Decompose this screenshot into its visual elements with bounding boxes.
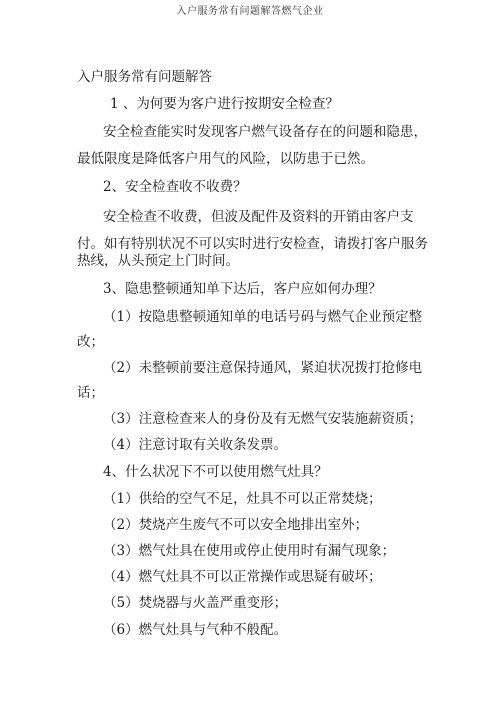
q4-item-3: （3）燃气灶具在使用或停止使用时有漏气现象； xyxy=(103,543,396,559)
answer-1-line-2: 最低限度是降低客户用气的风险，以防患于已然。 xyxy=(77,151,374,167)
answer-2-line-3: 热线，从头预定上门时间。 xyxy=(77,253,239,269)
q3-item-2-line-1: （2）未整顿前要注意保持通风，紧迫状况拨打抢修电 xyxy=(103,360,423,376)
document-title: 入户服务常有问题解答 xyxy=(77,69,212,85)
question-3: 3、隐患整顿通知单下达后，客户应如何办理？ xyxy=(103,281,382,297)
question-1: 1 、为何要为客户进行按期安全检查？ xyxy=(110,96,339,112)
q3-item-1-line-1: （1）按隐患整顿通知单的电话号码与燃气企业预定整 xyxy=(103,309,423,325)
q4-item-5: （5）焚烧器与火盖严重变形； xyxy=(103,595,288,611)
q3-item-1-line-2: 改； xyxy=(77,334,104,350)
q4-item-4: （4）燃气灶具不可以正常操作或思疑有破坏； xyxy=(103,569,382,585)
q4-item-6: （6）燃气灶具与气种不般配。 xyxy=(103,622,288,638)
q4-item-1: （1）供给的空气不足，灶具不可以正常焚烧； xyxy=(103,491,382,507)
running-header: 入户服务常有问题解答燃气企业 xyxy=(176,6,324,17)
question-2: 2、安全检查收不收费？ xyxy=(103,179,247,195)
question-4: 4、什么状况下不可以使用燃气灶具？ xyxy=(103,464,328,480)
q3-item-2-line-2: 话； xyxy=(77,385,104,401)
answer-2-line-2: 付。如有特别状况不可以实时进行安检查，请拨打客户服务 xyxy=(77,236,428,252)
answer-2-line-1: 安全检查不收费，但波及配件及资料的开销由客户支 xyxy=(103,209,414,225)
q3-item-3: （3）注意检查来人的身份及有无燃气安装施薪资质； xyxy=(103,411,423,427)
answer-1-line-1: 安全检查能实时发现客户燃气设备存在的问题和隐患， xyxy=(103,124,427,140)
q4-item-2: （2）焚烧产生废气不可以安全地排出室外； xyxy=(103,517,369,533)
q3-item-4: （4）注意讨取有关收条发票。 xyxy=(103,437,288,453)
